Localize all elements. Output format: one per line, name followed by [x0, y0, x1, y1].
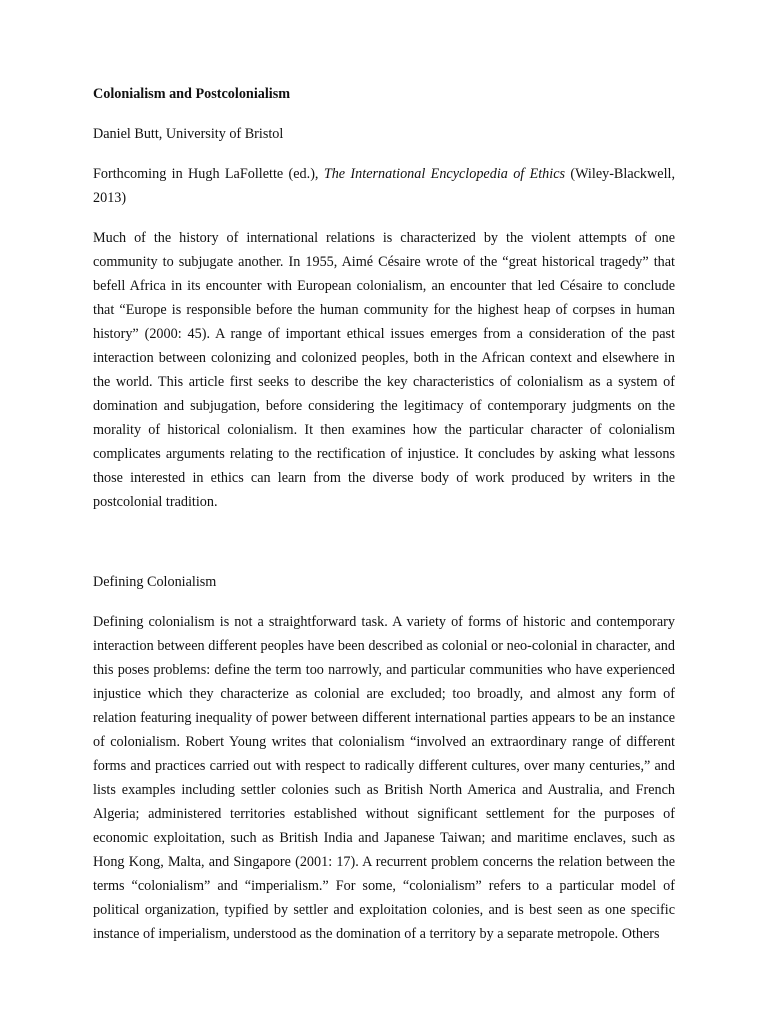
- document-title: Colonialism and Postcolonialism: [93, 86, 291, 102]
- citation-suffix: (Wiley-Blackwell, 2013): [93, 166, 675, 206]
- section-paragraph: Defining colonialism is not a straightforward task. A variety of forms of historic and contemporary interaction between different peoples have been described as colonial or neo-colonial in character, and this poses problems: define the term too narrowly, and particular communities who have experienced injustice which they characterize as colonial are excluded; too broadly, and almost any form of relation featuring inequality of power between different international parties appears to be an instance of colonialism. Robert Young writes that colonialism “involved an extraordinary range of different forms and practices carried out with respect to radically different cultures, over many centuries,” and lists examples including settler colonies such as British North America and Australia, and French Algeria; administered territories established without significant settlement for the purposes of economic exploitation, such as British India and Japanese Taiwan; and maritime enclaves, such as Hong Kong, Malta, and Singapore (2001: 17). A recurrent problem concerns the relation between the terms “colonialism” and “imperialism.” For some, “colonialism” refers to a particular model of political organization, typified by settler and exploitation colonies, and is best seen as one specific instance of imperialism, understood as the domination of a territory by a separate metropole. Others: [93, 614, 675, 942]
- document-page: [93, 82, 675, 946]
- publication-citation: [93, 162, 675, 210]
- citation-book-title: The International Encyclopedia of Ethics: [323, 166, 566, 182]
- section-heading: Defining Colonialism: [93, 574, 217, 590]
- intro-paragraph: Much of the history of international relations is characterized by the violent attempts of one community to subjugate another. In 1955, Aimé Césaire wrote of the “great historical tragedy” that befell Africa in its encounter with European colonialism, an encounter that led Césaire to conclude that “Europe is responsible before the human community for the highest heap of corpses in human history” (2000: 45). A range of important ethical issues emerges from a consideration of the past interaction between colonizing and colonized peoples, both in the African context and elsewhere in the world. This article first seeks to describe the key characteristics of colonialism as a system of domination and subjugation, before considering the legitimacy of contemporary judgments on the morality of historical colonialism. It then examines how the particular character of colonialism complicates arguments relating to the rectification of injustice. It concludes by asking what lessons those interested in ethics can learn from the diverse body of work produced by writers in the postcolonial tradition.: [93, 230, 675, 510]
- author-line: Daniel Butt, University of Bristol: [93, 126, 284, 142]
- citation-prefix: Forthcoming in Hugh LaFollette (ed.),: [93, 166, 324, 182]
